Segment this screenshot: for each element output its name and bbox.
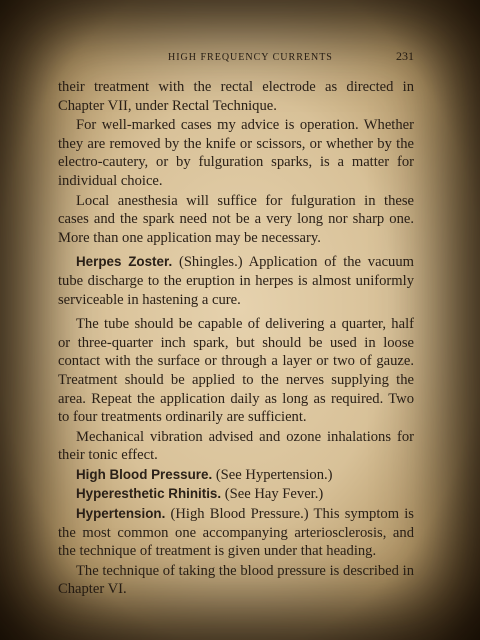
- paragraph: The tube should be capable of delivering a quarter, half or three-quarter inch spark, but should be used in loose contact with the surface or through a layer or two of gauze. Treatment should be applied to the nerves supplying the area. Repeat the application daily as long as required. Two to four treatments ordinarily are sufficient.: [58, 316, 414, 426]
- closing-paragraph: The technique of taking the blood pressure is described in Chapter VI.: [58, 562, 414, 598]
- entry-text: (See Hypertension.): [212, 466, 333, 483]
- paragraph: Mechanical vibration advised and ozone inhalations for their tonic effect.: [58, 428, 414, 464]
- entry-text: (See Hay Fever.): [221, 486, 324, 503]
- entry-text: (High Blood Pressure.) This symptom is the most common one accompanying arteriosclerosis, and the technique of treatment is given under that heading.: [58, 506, 414, 560]
- running-title: HIGH FREQUENCY CURRENTS: [168, 52, 333, 63]
- paragraph: their treatment with the rectal electrode as directed in Chapter VII, under Rectal Technique.: [58, 79, 414, 114]
- entry-text: (Shingles.) Application of the vacuum tube discharge to the eruption in herpes is almost uniformly serviceable in hastening a cure.: [58, 254, 414, 308]
- page-number: 231: [396, 49, 414, 63]
- page-body: [58, 44, 414, 599]
- entry-term: Herpes Zoster.: [76, 254, 173, 270]
- running-header: [58, 44, 414, 64]
- entry-herpes-zoster: [58, 253, 414, 309]
- entry-term: Hypertension.: [76, 506, 166, 522]
- paragraph: Local anesthesia will suffice for fulguration in these cases and the spark need not be a very long nor sharp one. More than one application may be necessary.: [58, 192, 414, 246]
- entry-hyperesthetic-rhinitis: [58, 485, 414, 504]
- paragraph: For well-marked cases my advice is operation. Whether they are removed by the knife or scissors, or whether by the electro-cautery, or by fulguration sparks, is a matter for individual choice.: [58, 117, 414, 189]
- entry-high-blood-pressure: [58, 466, 414, 485]
- entry-hypertension: [58, 505, 414, 561]
- entry-term: Hyperesthetic Rhinitis.: [76, 486, 222, 502]
- entry-term: High Blood Pressure.: [76, 466, 213, 482]
